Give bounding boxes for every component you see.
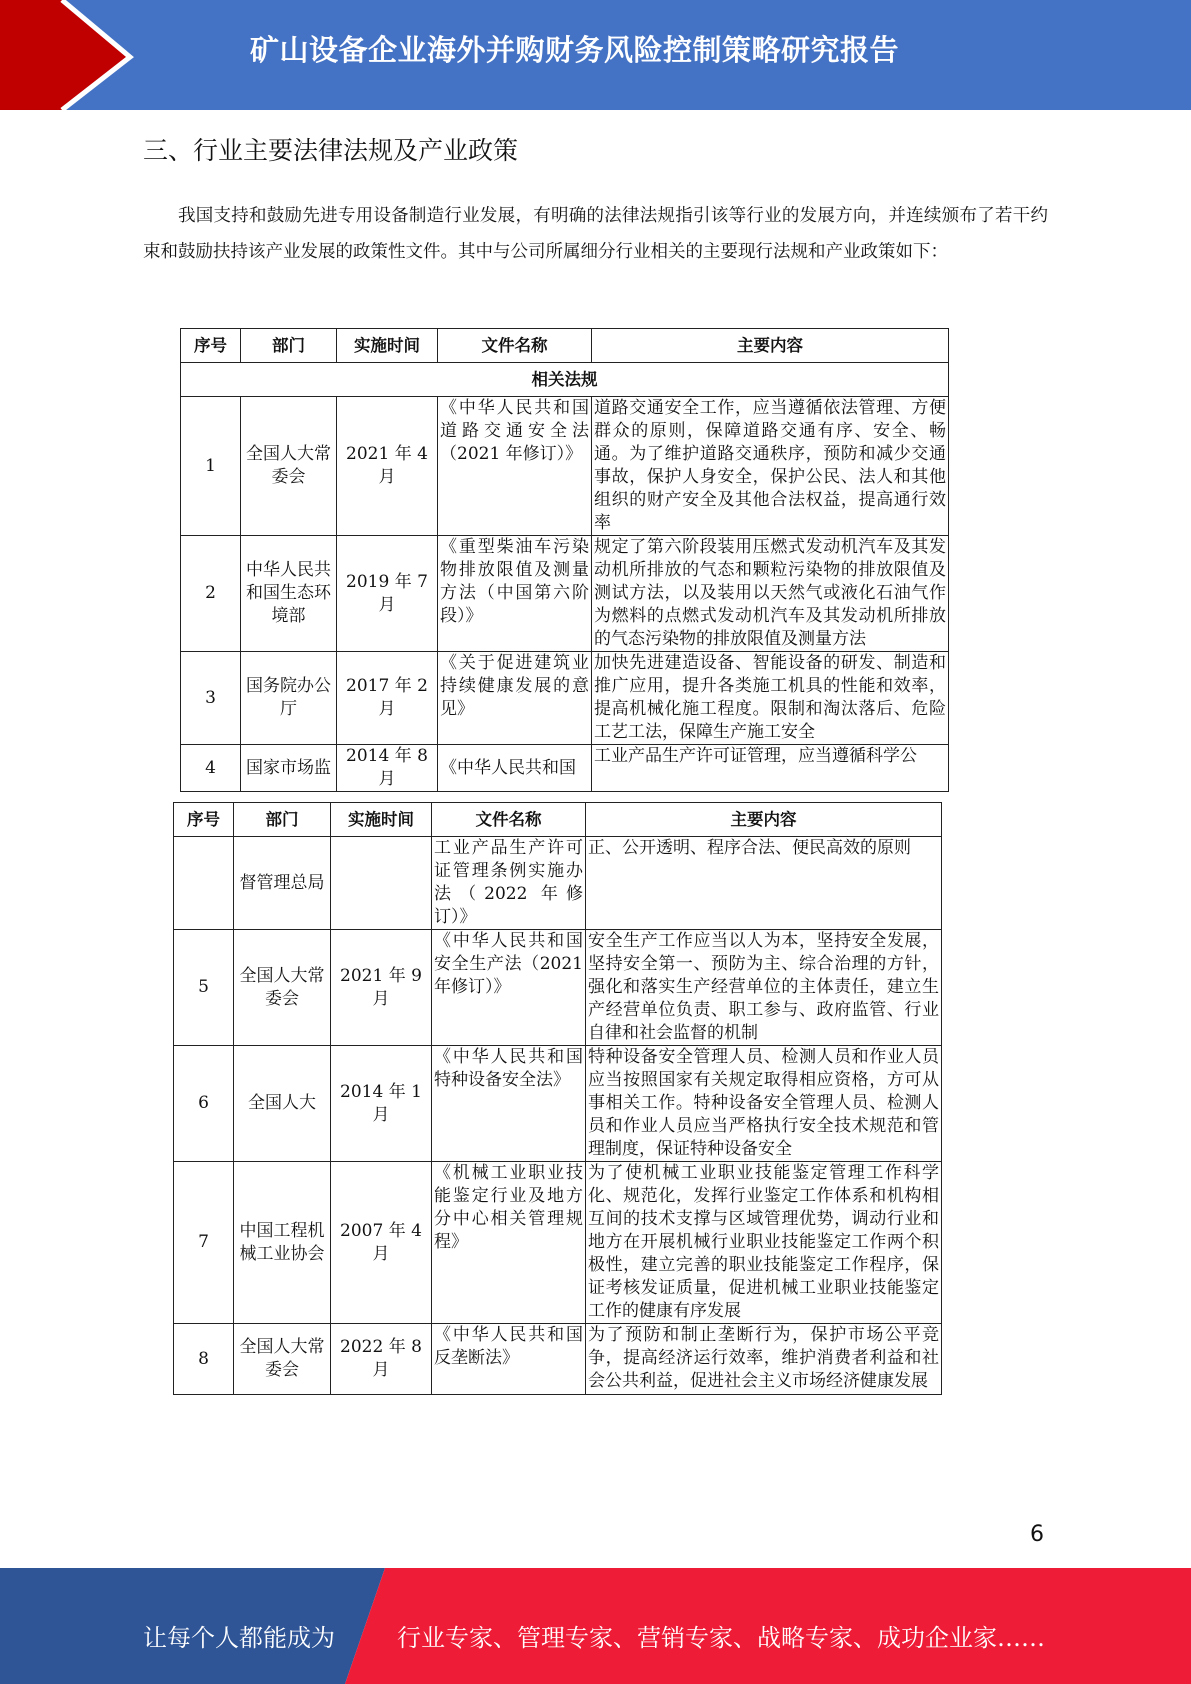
regulations-table-1 [180, 328, 949, 792]
row-department: 全国人大常委会 [234, 930, 331, 1046]
row-department: 督管理总局 [234, 837, 331, 930]
table-row [181, 745, 949, 792]
row-document: 《中华人民共和国 [438, 745, 592, 792]
header-date: 实施时间 [331, 803, 432, 837]
table-row [174, 1324, 942, 1395]
row-date: 2014 年 1 月 [331, 1046, 432, 1162]
header-content: 主要内容 [586, 803, 942, 837]
row-document: 《机械工业职业技能鉴定行业及地方分中心相关管理规程》 [432, 1162, 586, 1324]
row-date [331, 837, 432, 930]
intro-paragraph: 我国支持和鼓励先进专用设备制造行业发展，有明确的法律法规指引该等行业的发展方向，并连续颁布了若干约束和鼓励扶持该产业发展的政策性文件。其中与公司所属细分行业相关的主要现行法规和产业政策如下： [143, 206, 1048, 262]
page-header [0, 0, 1191, 110]
row-content: 安全生产工作应当以人为本，坚持安全发展，坚持安全第一、预防为主、综合治理的方针，强化和落实生产经营单位的主体责任，建立生产经营单位负责、职工参与、政府监管、行业自律和社会监督的机制 [586, 930, 942, 1046]
group-label: 相关法规 [181, 363, 949, 397]
row-document: 《重型柴油车污染物排放限值及测量方法（中国第六阶段）》 [438, 536, 592, 652]
table-row [181, 652, 949, 745]
header-date: 实施时间 [337, 329, 438, 363]
row-content: 工业产品生产许可证管理，应当遵循科学公 [592, 745, 949, 792]
row-content: 为了使机械工业职业技能鉴定管理工作科学化、规范化，发挥行业鉴定工作体系和机构相互间的技术支撑与区域管理优势，调动行业和地方在开展机械行业职业技能鉴定工作两个积极性，建立完善的职业技能鉴定工作程序，保证考核发证质量，促进机械工业职业技能鉴定工作的健康有序发展 [586, 1162, 942, 1324]
row-index: 2 [181, 536, 241, 652]
page-footer [0, 1568, 1191, 1684]
row-index: 1 [181, 397, 241, 536]
footer-slogan-left: 让每个人都能成为 [143, 1624, 335, 1652]
table-row [174, 1046, 942, 1162]
section-title: 三、行业主要法律法规及产业政策 [143, 136, 519, 165]
row-index: 8 [174, 1324, 234, 1395]
row-index: 3 [181, 652, 241, 745]
footer-slogan-right: 行业专家、管理专家、营销专家、战略专家、成功企业家…… [397, 1624, 1045, 1652]
row-content: 特种设备安全管理人员、检测人员和作业人员应当按照国家有关规定取得相应资格，方可从事相关工作。特种设备安全管理人员、检测人员和作业人员应当严格执行安全技术规范和管理制度，保证特种设备安全 [586, 1046, 942, 1162]
row-index: 4 [181, 745, 241, 792]
row-document: 《中华人民共和国特种设备安全法》 [432, 1046, 586, 1162]
header-index: 序号 [174, 803, 234, 837]
row-document: 《中华人民共和国安全生产法（2021 年修订）》 [432, 930, 586, 1046]
header-content: 主要内容 [592, 329, 949, 363]
row-department: 全国人大 [234, 1046, 331, 1162]
table-row [174, 1162, 942, 1324]
row-department: 中国工程机械工业协会 [234, 1162, 331, 1324]
group-row [181, 363, 949, 397]
report-title: 矿山设备企业海外并购财务风险控制策略研究报告 [250, 33, 900, 67]
table-header-row [181, 329, 949, 363]
row-content: 规定了第六阶段装用压燃式发动机汽车及其发动机所排放的气态和颗粒污染物的排放限值及测试方法，以及装用以天然气或液化石油气作为燃料的点燃式发动机汽车及其发动机所排放的气态污染物的排放限值及测量方法 [592, 536, 949, 652]
row-date: 2019 年 7 月 [337, 536, 438, 652]
table-row [174, 930, 942, 1046]
row-department: 全国人大常委会 [241, 397, 337, 536]
row-content: 正、公开透明、程序合法、便民高效的原则 [586, 837, 942, 930]
row-document: 《关于促进建筑业持续健康发展的意见》 [438, 652, 592, 745]
row-date: 2021 年 9 月 [331, 930, 432, 1046]
table-row [181, 397, 949, 536]
row-date: 2017 年 2 月 [337, 652, 438, 745]
header-department: 部门 [234, 803, 331, 837]
table-row [174, 837, 942, 930]
row-index: 7 [174, 1162, 234, 1324]
regulations-table-2 [173, 802, 942, 1395]
row-department: 国务院办公厅 [241, 652, 337, 745]
table-row [181, 536, 949, 652]
row-document: 《中华人民共和国反垄断法》 [432, 1324, 586, 1395]
row-document: 《中华人民共和国道路交通安全法（2021 年修订）》 [438, 397, 592, 536]
row-index [174, 837, 234, 930]
row-content: 加快先进建造设备、智能设备的研发、制造和推广应用，提升各类施工机具的性能和效率，提高机械化施工程度。限制和淘汰落后、危险工艺工法，保障生产施工安全 [592, 652, 949, 745]
row-date: 2014 年 8 月 [337, 745, 438, 792]
row-date: 2007 年 4 月 [331, 1162, 432, 1324]
header-chevron-decoration [0, 0, 200, 110]
row-content: 道路交通安全工作，应当遵循依法管理、方便群众的原则，保障道路交通有序、安全、畅通。为了维护道路交通秩序，预防和减少交通事故，保护人身安全，保护公民、法人和其他组织的财产安全及其他合法权益，提高通行效率 [592, 397, 949, 536]
header-document: 文件名称 [432, 803, 586, 837]
header-department: 部门 [241, 329, 337, 363]
row-department: 中华人民共和国生态环境部 [241, 536, 337, 652]
page-number: 6 [1030, 1522, 1044, 1547]
row-department: 国家市场监 [241, 745, 337, 792]
table-header-row [174, 803, 942, 837]
row-index: 5 [174, 930, 234, 1046]
row-index: 6 [174, 1046, 234, 1162]
row-date: 2021 年 4 月 [337, 397, 438, 536]
row-content: 为了预防和制止垄断行为，保护市场公平竞争，提高经济运行效率，维护消费者利益和社会公共利益，促进社会主义市场经济健康发展 [586, 1324, 942, 1395]
row-document: 工业产品生产许可证管理条例实施办法（2022 年修订）》 [432, 837, 586, 930]
header-document: 文件名称 [438, 329, 592, 363]
header-index: 序号 [181, 329, 241, 363]
row-date: 2022 年 8 月 [331, 1324, 432, 1395]
row-department: 全国人大常委会 [234, 1324, 331, 1395]
